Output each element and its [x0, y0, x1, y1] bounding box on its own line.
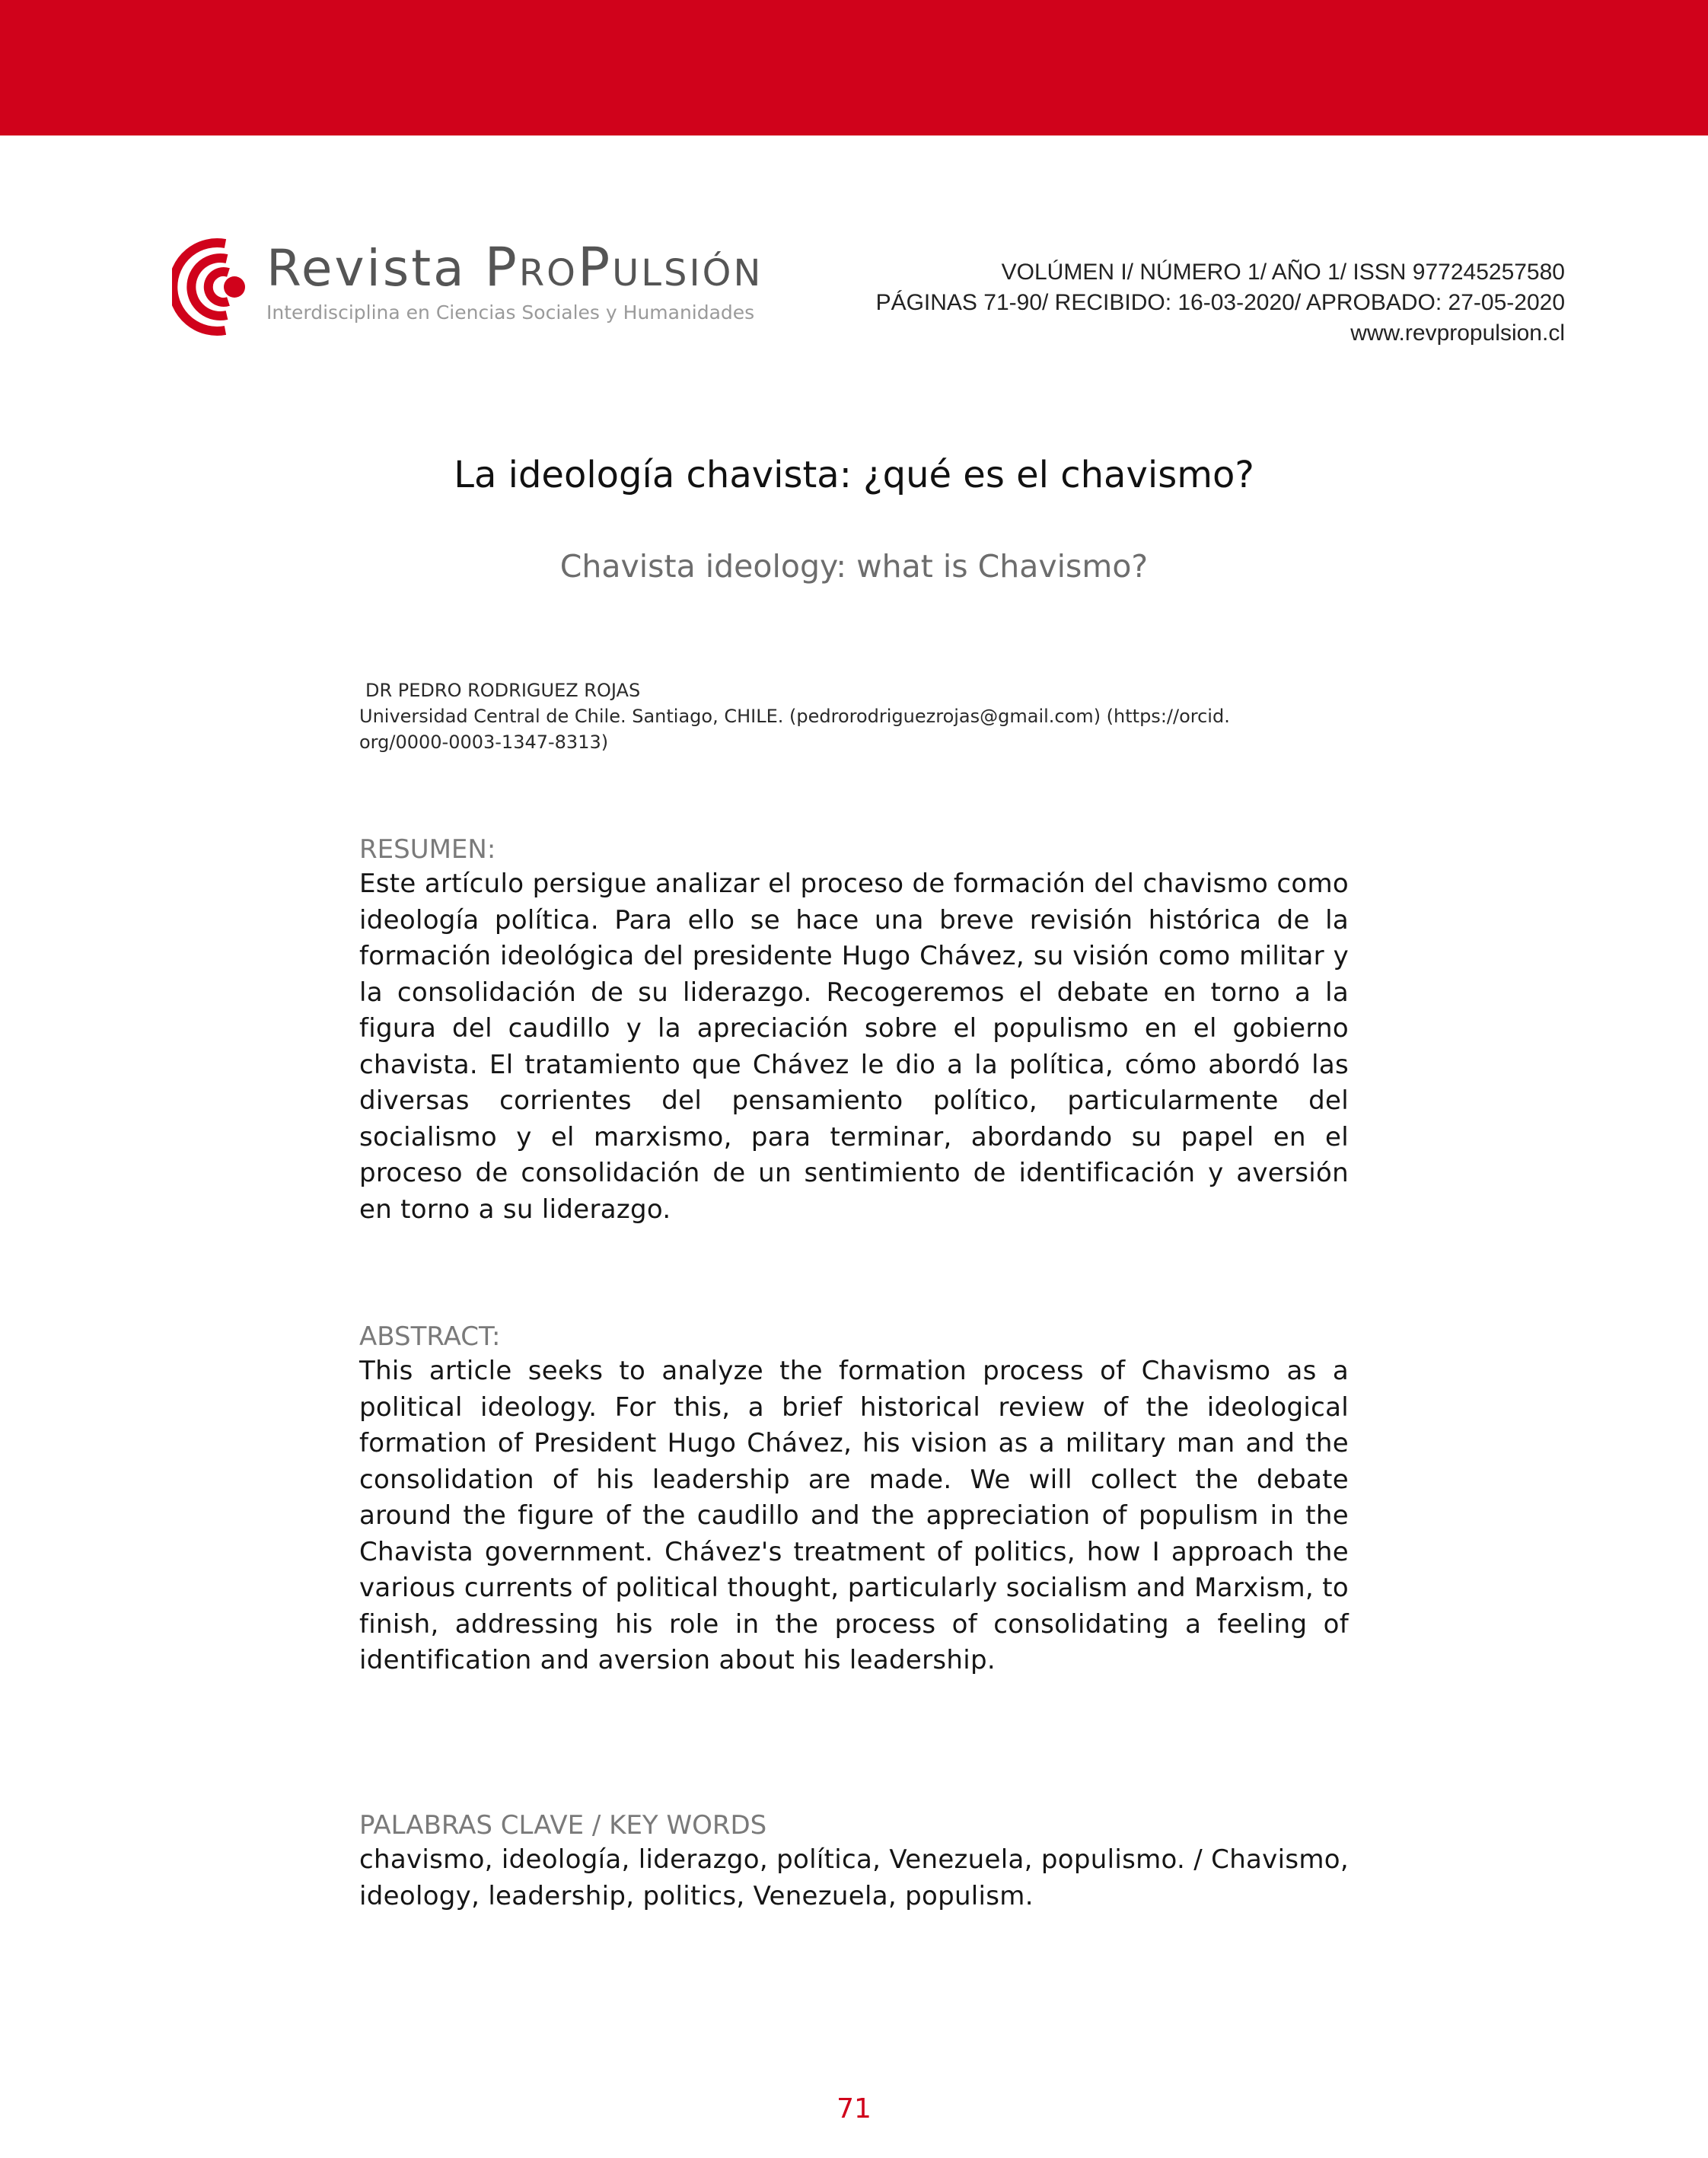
volume-issn-line: VOLÚMEN I/ NÚMERO 1/ AÑO 1/ ISSN 977245257580 — [1001, 260, 1565, 285]
article-subtitle: Chavista ideology: what is Chavismo? — [559, 548, 1149, 585]
author-affiliation-line2: org/0000-0003-1347-8313) — [359, 732, 609, 753]
top-red-band — [0, 0, 1708, 135]
journal-name: Revista PROPULSIÓN — [266, 236, 763, 298]
author-affiliation-line1: Universidad Central de Chile. Santiago, CHILE. (pedrorodriguezrojas@gmail.com) (https://orcid. — [359, 706, 1230, 727]
resumen-section — [359, 833, 1349, 1228]
resumen-body: Este artículo persigue analizar el proceso de formación del chavismo como ideología política. Para ello se hace una breve revisión histórica de la formación ideológica del presidente Hugo Chávez, su visión como militar y la consolidación de su liderazgo. Recogeremos el debate en torno a la figura del caudillo y la apreciación sobre el populismo en el gobierno chavista. El tratamiento que Chávez le dio a la política, cómo abordó las diversas corrientes del pensamiento político, particularmente del socialismo y el marxismo, para terminar, abordando su papel en el proceso de consolidación de un sentimiento de identificación y aversión en torno a su liderazgo. — [359, 869, 1349, 1225]
abstract-heading: ABSTRACT: — [359, 1321, 501, 1352]
resumen-heading: RESUMEN: — [359, 834, 496, 865]
article-title: La ideología chavista: ¿qué es el chavismo? — [454, 454, 1254, 496]
abstract-body: This article seeks to analyze the formation process of Chavismo as a political ideology. For this, a brief historical review of the ideological formation of President Hugo Chávez, his vision as a military man and the consolidation of his leadership are made. We will collect the debate around the figure of the caudillo and the appreciation of populism in the Chavista government. Chávez's treatment of politics, how I approach the various currents of political thought, particularly socialism and Marxism, to finish, addressing his role in the process of consolidating a feeling of identification and aversion about his leadership. — [359, 1356, 1349, 1675]
journal-tagline: Interdisciplina en Ciencias Sociales y Humanidades — [266, 301, 755, 324]
page-number: 71 — [836, 2093, 872, 2125]
keywords-body: chavismo, ideología, liderazgo, política, Venezuela, populismo. / Chavismo, ideology, leadership, politics, Venezuela, populism. — [359, 1844, 1349, 1911]
keywords-section — [359, 1809, 1349, 1914]
pages-dates-line: PÁGINAS 71-90/ RECIBIDO: 16-03-2020/ APROBADO: 27-05-2020 — [875, 290, 1565, 315]
journal-logo — [172, 237, 766, 336]
author-name: DR PEDRO RODRIGUEZ ROJAS — [365, 680, 641, 701]
propulsion-swirl-icon — [172, 237, 263, 336]
abstract-section — [359, 1320, 1349, 1679]
keywords-heading: PALABRAS CLAVE / KEY WORDS — [359, 1810, 767, 1841]
website-link[interactable]: www.revpropulsion.cl — [1350, 320, 1565, 346]
publication-info — [804, 257, 1565, 349]
author-block — [359, 677, 1349, 755]
